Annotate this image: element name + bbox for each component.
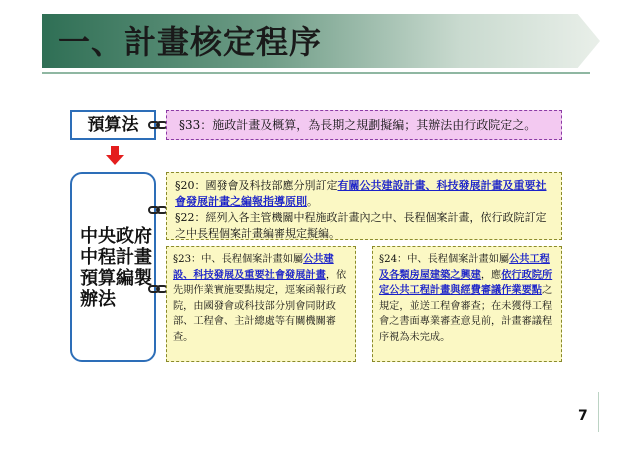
down-arrow-head bbox=[106, 155, 124, 165]
article-33-note: §33：施政計畫及概算，為長期之規劃擬編；其辦法由行政院定之。 bbox=[166, 110, 562, 140]
article-23-prefix: §23：中、長程個案計畫如屬 bbox=[173, 254, 304, 265]
article-24-highlight-2: 依行政院所定公共工程計畫與經費審議作業要點 bbox=[379, 268, 553, 296]
article-24-middle: ，應 bbox=[480, 269, 502, 281]
article-23-note bbox=[166, 246, 356, 362]
article-20-22-note bbox=[166, 172, 562, 240]
article-20-suffix: 。 bbox=[307, 195, 318, 208]
article-23-highlight: 公共建設、科技發展及重要社會發展計畫 bbox=[173, 253, 334, 281]
article-24-suffix: 之規定，並送工程會審查；在未獲得工程會之書面專業審查意見前，計畫審議程序視為未完成。 bbox=[379, 285, 553, 343]
article-20-text bbox=[175, 178, 553, 210]
gov-method-line: 中程計畫 bbox=[80, 247, 152, 268]
budget-law-box: 預算法 bbox=[70, 110, 156, 140]
article-23-suffix: ，依先期作業實施要點規定，逕案函報行政院，由國發會或科技部分別會同財政部、工程會、主計總處等有關機關審查。 bbox=[173, 269, 347, 343]
gov-method-line: 中央政府 bbox=[80, 226, 152, 247]
page-title: 一、計畫核定程序 bbox=[58, 23, 323, 61]
article-23-text bbox=[173, 252, 349, 345]
article-24-note bbox=[372, 246, 562, 362]
gov-method-line: 預算編製 bbox=[80, 268, 152, 289]
footer-divider bbox=[598, 392, 599, 432]
chain-link-icon bbox=[148, 284, 168, 294]
central-gov-method-box bbox=[70, 172, 156, 362]
chain-link-icon bbox=[148, 205, 168, 215]
article-24-highlight-1: 公共工程及各類房屋建築之興建 bbox=[379, 253, 550, 281]
chain-link-icon bbox=[148, 120, 168, 130]
article-24-text bbox=[379, 252, 555, 345]
article-24-prefix: §24：中、長程個案計畫如屬 bbox=[379, 254, 510, 265]
title-divider bbox=[42, 72, 590, 74]
gov-method-line: 辦法 bbox=[80, 289, 116, 310]
page-number: 7 bbox=[578, 408, 588, 424]
article-22-text: §22：經列入各主管機關中程施政計畫內之中、長程個案計畫，依行政院訂定之中長程個案計畫編審規定擬編。 bbox=[175, 211, 547, 240]
article-20-prefix: §20：國發會及科技部應分別訂定 bbox=[175, 179, 338, 192]
article-20-highlight: 有關公共建設計畫、科技發展計畫及重要社會發展計畫之編報指導原則 bbox=[175, 179, 547, 208]
